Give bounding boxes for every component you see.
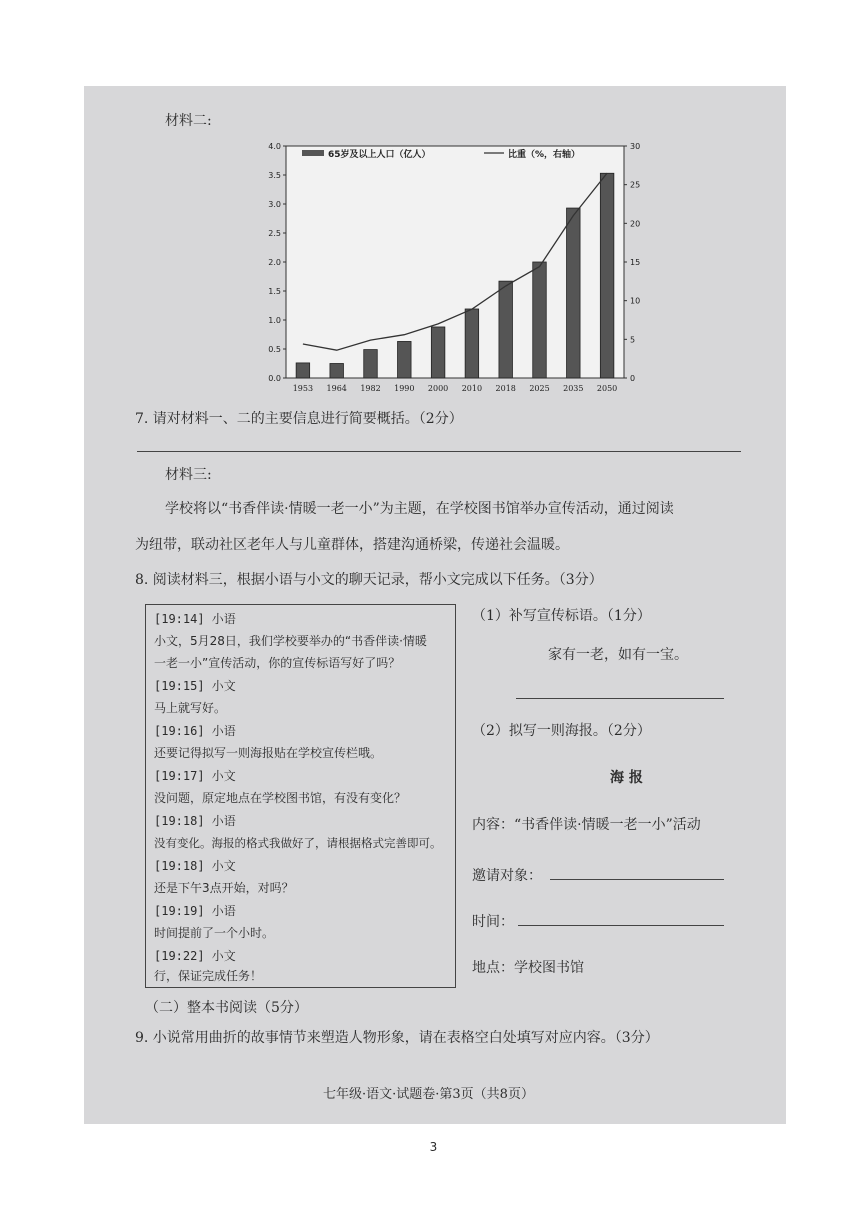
x-tick-label: 1964 bbox=[326, 384, 347, 393]
chat-line: 小文，5月28日，我们学校要举办的“书香伴读·情暖 bbox=[154, 634, 427, 648]
chat-line: [19:14] 小语 bbox=[154, 612, 236, 626]
poster-place: 地点：学校图书馆 bbox=[472, 960, 584, 976]
question-7: 7. 请对材料一、二的主要信息进行简要概括。（2分） bbox=[135, 411, 463, 427]
chat-line: 没问题，原定地点在学校图书馆，有没有变化？ bbox=[154, 791, 407, 805]
x-tick-label: 1953 bbox=[292, 384, 314, 393]
left-tick-label: 2.0 bbox=[268, 258, 281, 267]
aging-population-chart bbox=[258, 138, 652, 400]
question-8: 8. 阅读材料三，根据小语与小文的聊天记录，帮小文完成以下任务。（3分） bbox=[135, 572, 603, 588]
material3-text-line1: 学校将以“书香伴读·情暖一老一小”为主题，在学校图书馆举办宣传活动，通过阅读 bbox=[165, 501, 674, 517]
left-tick-label: 1.5 bbox=[268, 287, 281, 296]
left-tick-label: 3.5 bbox=[268, 171, 281, 180]
chat-line: [19:18] 小文 bbox=[154, 859, 236, 873]
right-tick-label: 0 bbox=[630, 374, 636, 383]
poster-title: 海 报 bbox=[610, 770, 643, 786]
poster-content: 内容：“书香伴读·情暖一老一小”活动 bbox=[472, 817, 701, 833]
right-tick-label: 5 bbox=[630, 335, 636, 345]
population-bar bbox=[600, 173, 614, 378]
left-tick-label: 3.0 bbox=[268, 200, 281, 209]
left-tick-label: 1.0 bbox=[268, 316, 281, 325]
population-bar bbox=[398, 341, 412, 378]
slogan-answer-line bbox=[516, 698, 724, 699]
right-tick-label: 10 bbox=[630, 296, 641, 306]
chat-line: 时间提前了一个小时。 bbox=[154, 926, 275, 940]
population-bar bbox=[364, 350, 378, 378]
chat-line: [19:16] 小语 bbox=[154, 724, 236, 738]
legend-bar-swatch bbox=[302, 150, 324, 156]
population-bar bbox=[431, 327, 445, 378]
chat-line: 行，保证完成任务！ bbox=[154, 969, 263, 983]
x-tick-label: 2050 bbox=[596, 384, 618, 393]
chat-line: 马上就写好。 bbox=[154, 701, 227, 715]
x-tick-label: 1990 bbox=[394, 384, 415, 393]
population-bar bbox=[330, 364, 344, 379]
exam-footer: 七年级·语文·试题卷·第3页（共8页） bbox=[323, 1087, 534, 1102]
task-1-label: （1）补写宣传标语。（1分） bbox=[472, 608, 651, 624]
x-tick-label: 2010 bbox=[461, 384, 483, 393]
chat-line: [19:18] 小语 bbox=[154, 814, 236, 828]
x-tick-label: 2025 bbox=[529, 384, 550, 393]
chat-line: 还要记得拟写一则海报贴在学校宣传栏哦。 bbox=[154, 746, 383, 760]
right-tick-label: 20 bbox=[630, 219, 641, 229]
legend-line-label: 比重（%，右轴） bbox=[508, 150, 581, 160]
left-tick-label: 0.0 bbox=[268, 374, 281, 383]
slogan-given-line: 家有一老，如有一宝。 bbox=[548, 647, 688, 663]
right-tick-label: 30 bbox=[630, 142, 641, 151]
chat-line: [19:15] 小文 bbox=[154, 679, 236, 693]
population-bar bbox=[296, 363, 310, 378]
material2-label: 材料二: bbox=[165, 113, 212, 129]
x-tick-label: 2018 bbox=[495, 384, 516, 393]
legend-bar-label: 65岁及以上人口（亿人） bbox=[328, 150, 431, 160]
left-tick-label: 4.0 bbox=[268, 142, 281, 151]
material3-text-line2: 为纽带，联动社区老年人与儿童群体，搭建沟通桥梁，传递社会温暖。 bbox=[135, 537, 569, 553]
invite-answer-line bbox=[550, 879, 724, 880]
x-tick-label: 2035 bbox=[563, 384, 584, 393]
x-tick-label: 2000 bbox=[427, 384, 449, 393]
material3-label: 材料三: bbox=[165, 467, 212, 483]
chat-record-box bbox=[145, 604, 456, 988]
left-tick-label: 2.5 bbox=[268, 229, 281, 238]
population-bar bbox=[499, 281, 513, 378]
population-bar bbox=[465, 309, 479, 378]
poster-time-label: 时间： bbox=[472, 914, 514, 930]
population-bar bbox=[567, 208, 581, 378]
section-2-heading: （二）整本书阅读（5分） bbox=[145, 1000, 308, 1016]
page-number: 3 bbox=[429, 1140, 438, 1154]
task-2-label: （2）拟写一则海报。（2分） bbox=[472, 723, 651, 739]
question-9: 9. 小说常用曲折的故事情节来塑造人物形象，请在表格空白处填写对应内容。（3分） bbox=[135, 1030, 659, 1046]
x-tick-label: 1982 bbox=[360, 384, 381, 393]
chat-line: [19:19] 小语 bbox=[154, 904, 236, 918]
chat-line: [19:22] 小文 bbox=[154, 949, 236, 963]
chat-line: 还是下午3点开始，对吗？ bbox=[154, 881, 294, 895]
population-bar bbox=[533, 262, 547, 378]
poster-invite-label: 邀请对象： bbox=[472, 868, 542, 884]
right-tick-label: 25 bbox=[630, 180, 641, 190]
time-answer-line bbox=[518, 925, 724, 926]
right-tick-label: 15 bbox=[630, 258, 641, 267]
chat-line: 一老一小”宣传活动，你的宣传标语写好了吗？ bbox=[154, 656, 401, 670]
chat-line: [19:17] 小文 bbox=[154, 769, 236, 783]
left-tick-label: 0.5 bbox=[268, 345, 281, 354]
chat-line: 没有变化。海报的格式我做好了，请根据格式完善即可。 bbox=[154, 836, 442, 850]
answer-line-q7 bbox=[137, 451, 741, 452]
